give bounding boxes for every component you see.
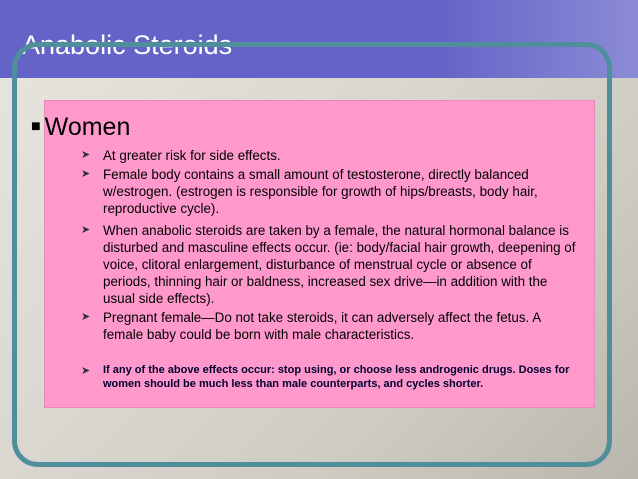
- bullet-text: Pregnant female—Do not take steroids, it can adversely affect the fetus. A female baby could be born with male characteristics.: [103, 310, 541, 342]
- bullet-text: When anabolic steroids are taken by a female, the natural hormonal balance is disturbed and masculine effects occur. (ie: body/facial hair growth, deepening of voice, clitoral enlargement, disturbance of menstrual cycle or absence of periods, thinning hair or baldness, increased sex drive—in addition with the usual side effects).: [103, 223, 576, 306]
- bullet-text: Female body contains a small amount of testosterone, directly balanced w/estrogen. (estrogen is responsible for growth of hips/breasts, body hair, reproductive cycle).: [103, 167, 538, 216]
- bullet-text: At greater risk for side effects.: [103, 148, 281, 163]
- arrow-bullet-icon: ➤: [81, 149, 91, 161]
- arrow-bullet-icon: ➤: [81, 224, 91, 236]
- heading-text: Women: [44, 113, 131, 141]
- arrow-bullet-icon: ➤: [81, 365, 91, 377]
- arrow-bullet-icon: ➤: [81, 168, 91, 180]
- bullet-item-2: [81, 166, 581, 217]
- square-bullet-icon: ■: [31, 118, 41, 135]
- bullet-item-5: [81, 363, 581, 391]
- slide-title: Anabolic Steroids: [22, 30, 233, 60]
- section-heading: [31, 113, 130, 142]
- bullet-text: If any of the above effects occur: stop using, or choose less androgenic drugs. Doses for women should be much less than male counterparts, and cycles shorter.: [103, 364, 570, 390]
- bullet-item-3: [81, 222, 581, 307]
- bullet-item-4: [81, 309, 581, 343]
- arrow-bullet-icon: ➤: [81, 311, 91, 323]
- bullet-item-1: [81, 147, 581, 164]
